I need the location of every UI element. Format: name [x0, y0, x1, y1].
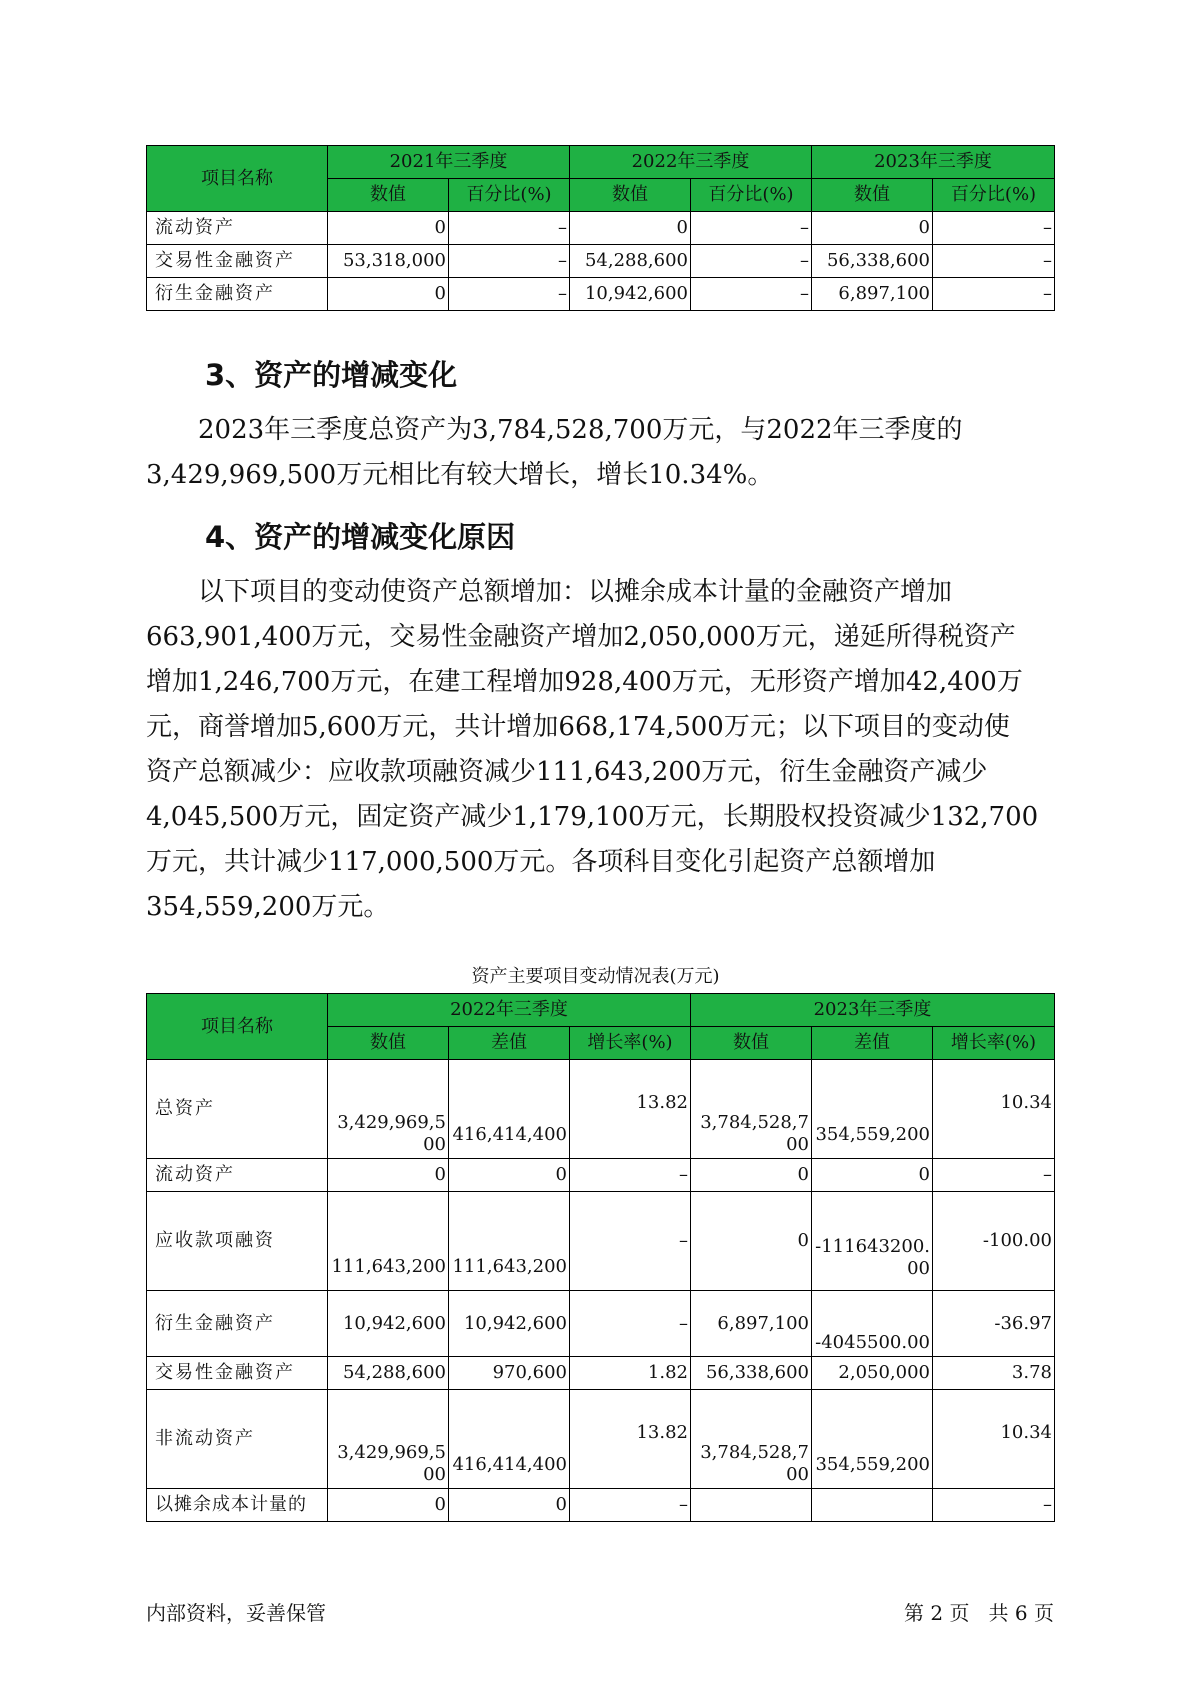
section-3-paragraph — [146, 408, 1060, 498]
row-label: 非流动资产 — [147, 1390, 328, 1489]
asset-change-table — [146, 993, 1055, 1522]
row-label: 衍生金融资产 — [147, 278, 328, 311]
cell: 0 — [691, 1159, 812, 1192]
row-label: 总资产 — [147, 1060, 328, 1159]
header-value: 数值 — [691, 1027, 812, 1060]
cell — [328, 1390, 449, 1489]
cell: – — [449, 278, 570, 311]
section-4-paragraph — [146, 570, 1060, 930]
paragraph-line: 3,429,969,500万元相比有较大增长，增长10.34%。 — [146, 460, 774, 490]
cell-line: -111643200. — [815, 1236, 930, 1257]
row-label: 交易性金融资产 — [147, 245, 328, 278]
row-label: 应收款项融资 — [147, 1192, 328, 1291]
paragraph-line: 以下项目的变动使资产总额增加：以摊余成本计量的金融资产增加 — [198, 577, 953, 607]
cell: 354,559,200 — [812, 1390, 933, 1489]
header-diff: 差值 — [449, 1027, 570, 1060]
header-value: 数值 — [328, 1027, 449, 1060]
table-row — [147, 278, 1055, 311]
header-period-2021: 2021年三季度 — [328, 146, 570, 179]
cell: 354,559,200 — [812, 1060, 933, 1159]
cell-line: 00 — [786, 1464, 809, 1485]
table-row — [147, 1159, 1055, 1192]
cell: 13.82 — [570, 1060, 691, 1159]
cell — [691, 1390, 812, 1489]
cell: 6,897,100 — [812, 278, 933, 311]
header-pct: 百分比(%) — [449, 179, 570, 212]
cell: 0 — [328, 278, 449, 311]
cell: 970,600 — [449, 1357, 570, 1390]
cell — [812, 1489, 933, 1522]
cell: 13.82 — [570, 1390, 691, 1489]
header-rate: 增长率(%) — [570, 1027, 691, 1060]
cell — [691, 1489, 812, 1522]
table-row — [147, 1357, 1055, 1390]
cell — [691, 1060, 812, 1159]
header-pct: 百分比(%) — [933, 179, 1055, 212]
cell: 416,414,400 — [449, 1060, 570, 1159]
row-label: 流动资产 — [147, 212, 328, 245]
paragraph-line: 万元，共计减少117,000,500万元。各项科目变化引起资产总额增加 — [146, 847, 936, 877]
cell — [812, 1192, 933, 1291]
cell: – — [449, 245, 570, 278]
table-row — [147, 1489, 1055, 1522]
header-value: 数值 — [328, 179, 449, 212]
cell: – — [691, 212, 812, 245]
cell: 10,942,600 — [328, 1291, 449, 1357]
paragraph-line: 4,045,500万元，固定资产减少1,179,100万元，长期股权投资减少132,700 — [146, 802, 1039, 832]
table-row — [147, 212, 1055, 245]
cell: – — [933, 212, 1055, 245]
page-number: 第 2 页 共 6 页 — [904, 1601, 1054, 1625]
cell: – — [933, 1159, 1055, 1192]
cell: – — [691, 278, 812, 311]
cell: -36.97 — [933, 1291, 1055, 1357]
header-period-2022: 2022年三季度 — [328, 994, 691, 1027]
header-rate: 增长率(%) — [933, 1027, 1055, 1060]
cell: 56,338,600 — [691, 1357, 812, 1390]
cell: – — [449, 212, 570, 245]
row-label: 衍生金融资产 — [147, 1291, 328, 1357]
table-caption: 资产主要项目变动情况表(万元) — [471, 966, 720, 987]
cell: 0 — [328, 212, 449, 245]
header-item-name: 项目名称 — [147, 146, 328, 212]
cell: 0 — [449, 1159, 570, 1192]
paragraph-line: 元，商誉增加5,600万元，共计增加668,174,500万元；以下项目的变动使 — [146, 712, 1010, 742]
cell: 10.34 — [933, 1060, 1055, 1159]
cell-line: 3,429,969,5 — [337, 1112, 446, 1133]
header-period-2022: 2022年三季度 — [570, 146, 812, 179]
cell: 111,643,200 — [449, 1192, 570, 1291]
cell: 10,942,600 — [449, 1291, 570, 1357]
cell: 0 — [328, 1489, 449, 1522]
header-pct: 百分比(%) — [691, 179, 812, 212]
cell-line: 00 — [423, 1134, 446, 1155]
cell: 1.82 — [570, 1357, 691, 1390]
cell: – — [691, 245, 812, 278]
cell: 0 — [812, 212, 933, 245]
cell: 3.78 — [933, 1357, 1055, 1390]
table-row — [147, 1390, 1055, 1489]
cell-line: 3,784,528,7 — [700, 1442, 809, 1463]
asset-table-1 — [146, 145, 1055, 311]
cell: – — [933, 1489, 1055, 1522]
cell-line: 3,429,969,5 — [337, 1442, 446, 1463]
cell-line: 00 — [786, 1134, 809, 1155]
table-row — [147, 245, 1055, 278]
cell: 0 — [449, 1489, 570, 1522]
cell-line: 3,784,528,7 — [700, 1112, 809, 1133]
cell: 6,897,100 — [691, 1291, 812, 1357]
header-item-name: 项目名称 — [147, 994, 328, 1060]
cell: 10,942,600 — [570, 278, 691, 311]
cell: – — [570, 1192, 691, 1291]
header-diff: 差值 — [812, 1027, 933, 1060]
cell: 0 — [691, 1192, 812, 1291]
cell: -100.00 — [933, 1192, 1055, 1291]
paragraph-line: 354,559,200万元。 — [146, 892, 390, 922]
row-label: 交易性金融资产 — [147, 1357, 328, 1390]
cell: 54,288,600 — [328, 1357, 449, 1390]
cell: – — [570, 1291, 691, 1357]
cell: – — [570, 1489, 691, 1522]
header-period-2023: 2023年三季度 — [691, 994, 1055, 1027]
cell: -4045500.00 — [812, 1291, 933, 1357]
header-value: 数值 — [570, 179, 691, 212]
table-row — [147, 1291, 1055, 1357]
cell: 111,643,200 — [328, 1192, 449, 1291]
cell: 2,050,000 — [812, 1357, 933, 1390]
cell-line: 00 — [423, 1464, 446, 1485]
cell: – — [570, 1159, 691, 1192]
section-heading-4: 4、资产的增减变化原因 — [205, 520, 516, 554]
footer-note: 内部资料，妥善保管 — [146, 1601, 326, 1625]
row-label: 以摊余成本计量的 — [147, 1489, 328, 1522]
cell-line: 00 — [907, 1258, 930, 1279]
cell: 54,288,600 — [570, 245, 691, 278]
table-row — [147, 1192, 1055, 1291]
cell — [328, 1060, 449, 1159]
cell: 0 — [812, 1159, 933, 1192]
cell: 53,318,000 — [328, 245, 449, 278]
cell: 416,414,400 — [449, 1390, 570, 1489]
cell: 0 — [570, 212, 691, 245]
cell: 0 — [328, 1159, 449, 1192]
row-label: 流动资产 — [147, 1159, 328, 1192]
header-period-2023: 2023年三季度 — [812, 146, 1055, 179]
cell: – — [933, 245, 1055, 278]
section-heading-3: 3、资产的增减变化 — [205, 358, 458, 392]
paragraph-line: 资产总额减少：应收款项融资减少111,643,200万元，衍生金融资产减少 — [146, 757, 988, 787]
cell: 56,338,600 — [812, 245, 933, 278]
header-value: 数值 — [812, 179, 933, 212]
cell: 10.34 — [933, 1390, 1055, 1489]
paragraph-line: 2023年三季度总资产为3,784,528,700万元，与2022年三季度的 — [198, 415, 963, 445]
cell: – — [933, 278, 1055, 311]
table-row — [147, 1060, 1055, 1159]
paragraph-line: 增加1,246,700万元，在建工程增加928,400万元，无形资产增加42,400万 — [146, 667, 1023, 697]
paragraph-line: 663,901,400万元，交易性金融资产增加2,050,000万元，递延所得税资产 — [146, 622, 1016, 652]
